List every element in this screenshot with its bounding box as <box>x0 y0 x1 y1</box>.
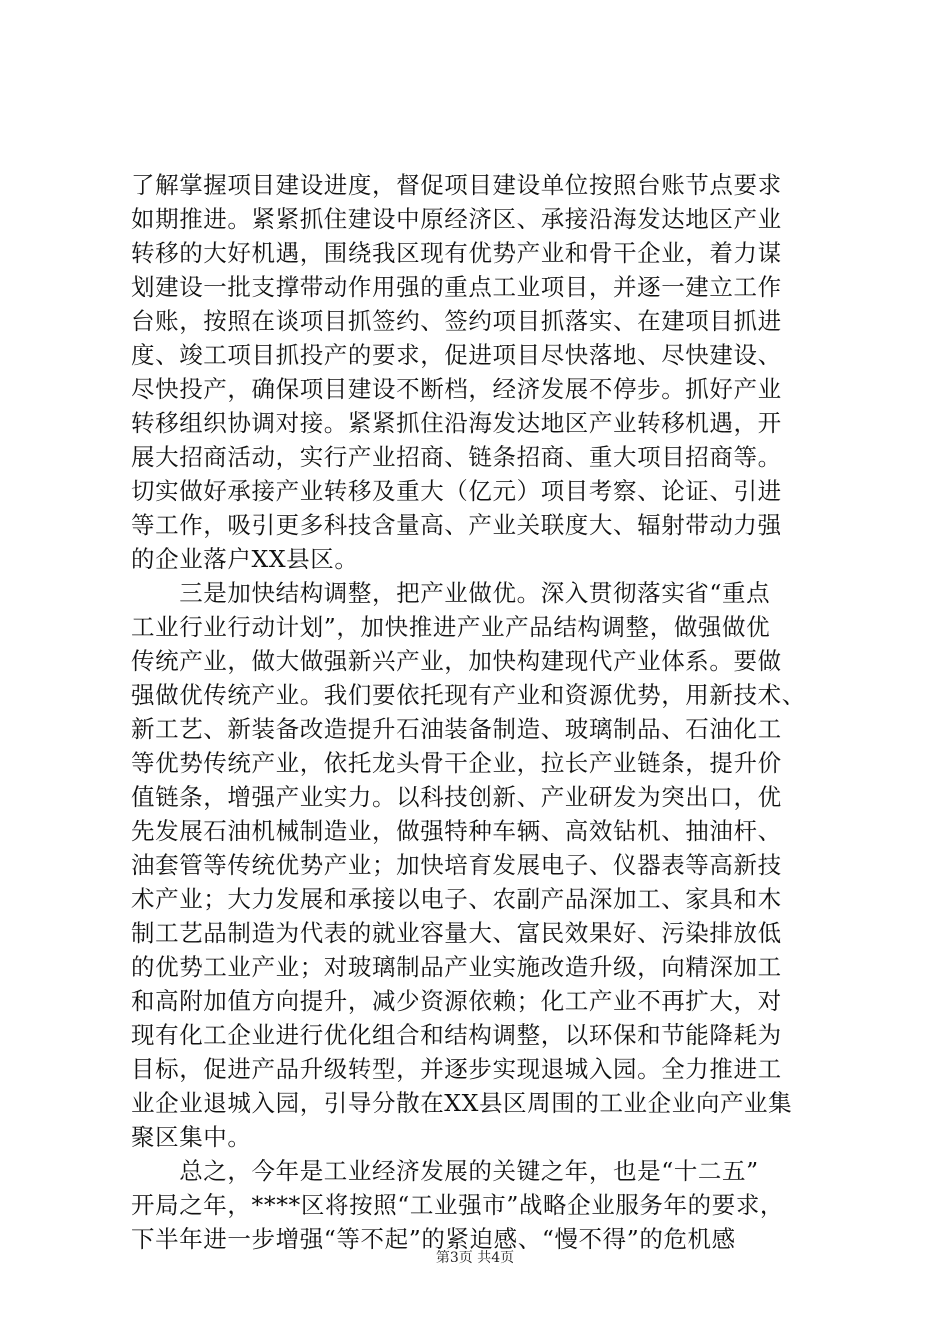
text-line: 新工艺、新装备改造提升石油装备制造、玻璃制品、石油化工 <box>131 715 782 743</box>
text-line: 展大招商活动，实行产业招商、链条招商、重大项目招商等。 <box>131 443 782 471</box>
text-line: 值链条，增强产业实力。以科技创新、产业研发为突出口，优 <box>131 783 782 811</box>
text-line: 转移的大好机遇，围绕我区现有优势产业和骨干企业，着力谋 <box>131 239 782 267</box>
text-line: 下半年进一步增强“等不起”的紧迫感、“慢不得”的危机感 <box>131 1225 736 1253</box>
text-line: 总之，今年是工业经济发展的关键之年，也是“十二五” <box>131 1157 759 1185</box>
text-line: 现有化工企业进行优化组合和结构调整，以环保和节能降耗为 <box>131 1021 782 1049</box>
text-line: 等工作，吸引更多科技含量高、产业关联度大、辐射带动力强 <box>131 511 782 539</box>
text-line: 台账，按照在谈项目抓签约、签约项目抓落实、在建项目抓进 <box>131 307 782 335</box>
text-line: 工业行业行动计划”，加快推进产业产品结构调整，做强做优 <box>131 613 771 641</box>
text-line: 目标，促进产品升级转型，并逐步实现退城入园。全力推进工 <box>131 1055 782 1083</box>
text-line: 度、竣工项目抓投产的要求，促进项目尽快落地、尽快建设、 <box>131 341 782 369</box>
text-line: 转移组织协调对接。紧紧抓住沿海发达地区产业转移机遇，开 <box>131 409 782 437</box>
text-line: 强做优传统产业。我们要依托现有产业和资源优势，用新技术、 <box>131 681 806 709</box>
text-line: 等优势传统产业，依托龙头骨干企业，拉长产业链条，提升价 <box>131 749 782 777</box>
text-line: 的企业落户XX县区。 <box>131 545 359 573</box>
text-line: 油套管等传统优势产业；加快培育发展电子、仪器表等高新技 <box>131 851 782 879</box>
text-line: 先发展石油机械制造业，做强特种车辆、高效钻机、抽油杆、 <box>131 817 782 845</box>
text-line: 三是加快结构调整，把产业做优。深入贯彻落实省“重点 <box>131 579 771 607</box>
text-line: 传统产业，做大做强新兴产业，加快构建现代产业体系。要做 <box>131 647 782 675</box>
text-line: 划建设一批支撑带动作用强的重点工业项目，并逐一建立工作 <box>131 273 782 301</box>
text-line: 切实做好承接产业转移及重大（亿元）项目考察、论证、引进 <box>131 477 782 505</box>
text-line: 聚区集中。 <box>131 1123 252 1151</box>
text-line: 了解掌握项目建设进度，督促项目建设单位按照台账节点要求 <box>131 171 782 199</box>
text-line: 术产业；大力发展和承接以电子、农副产品深加工、家具和木 <box>131 885 782 913</box>
text-line: 尽快投产，确保项目建设不断档，经济发展不停步。抓好产业 <box>131 375 782 403</box>
text-line: 和高附加值方向提升，减少资源依赖；化工产业不再扩大，对 <box>131 987 782 1015</box>
text-line: 的优势工业产业；对玻璃制品产业实施改造升级，向精深加工 <box>131 953 782 981</box>
text-line: 业企业退城入园，引导分散在XX县区周围的工业企业向产业集 <box>131 1089 793 1117</box>
text-line: 制工艺品制造为代表的就业容量大、富民效果好、污染排放低 <box>131 919 782 947</box>
text-line: 开局之年，****区将按照“工业强市”战略企业服务年的要求， <box>131 1191 785 1219</box>
text-line: 如期推进。紧紧抓住建设中原经济区、承接沿海发达地区产业 <box>131 205 782 233</box>
body-text <box>131 168 831 1256</box>
page-footer: 第3页 共4页 <box>435 1250 515 1266</box>
